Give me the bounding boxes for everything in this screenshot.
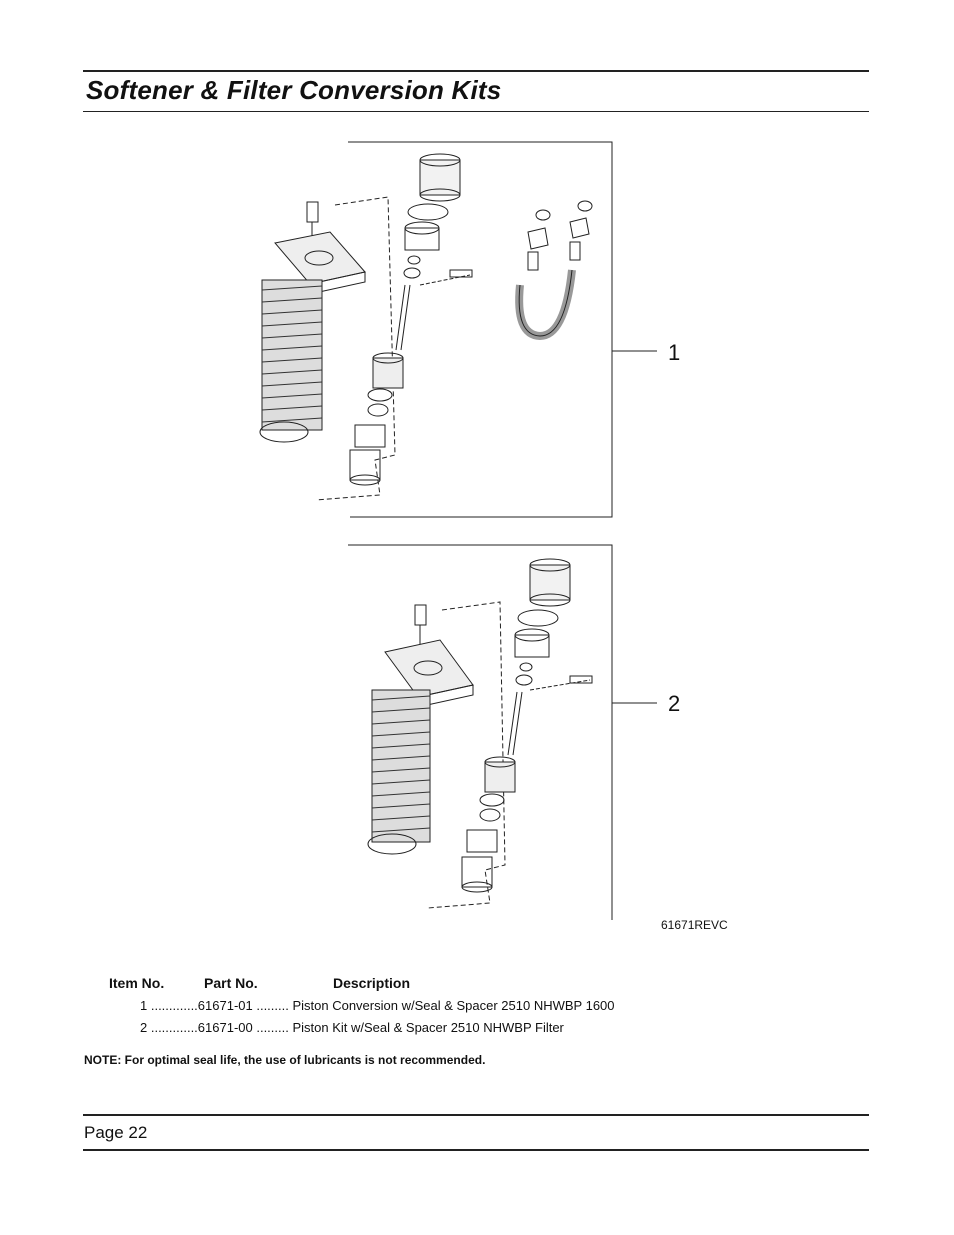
callout-1: 1 [668,340,681,365]
drawing-number: 61671REVC [661,918,728,932]
lubricant-note: NOTE: For optimal seal life, the use of lubricants is not recommended. [84,1053,486,1067]
table-row: 2 .............61671-00 ......... Piston Kit w/Seal & Spacer 2510 NHWBP Filter [140,1020,564,1035]
page-number: Page 22 [84,1123,148,1142]
header-description: Description [333,975,411,991]
kit1-piston-assembly-drawing [260,154,592,500]
footer-bottom-rule [83,1149,869,1151]
header-part-no: Part No. [204,975,258,991]
kit1-bracket [348,142,612,517]
callout-2: 2 [668,691,681,716]
table-row: 1 .............61671-01 ......... Piston Conversion w/Seal & Spacer 2510 NHWBP 1600 [140,998,615,1013]
page-title: Softener & Filter Conversion Kits [86,75,502,105]
header-item-no: Item No. [109,975,165,991]
kit2-piston-assembly-drawing [368,559,592,908]
footer-top-rule [83,1114,869,1116]
